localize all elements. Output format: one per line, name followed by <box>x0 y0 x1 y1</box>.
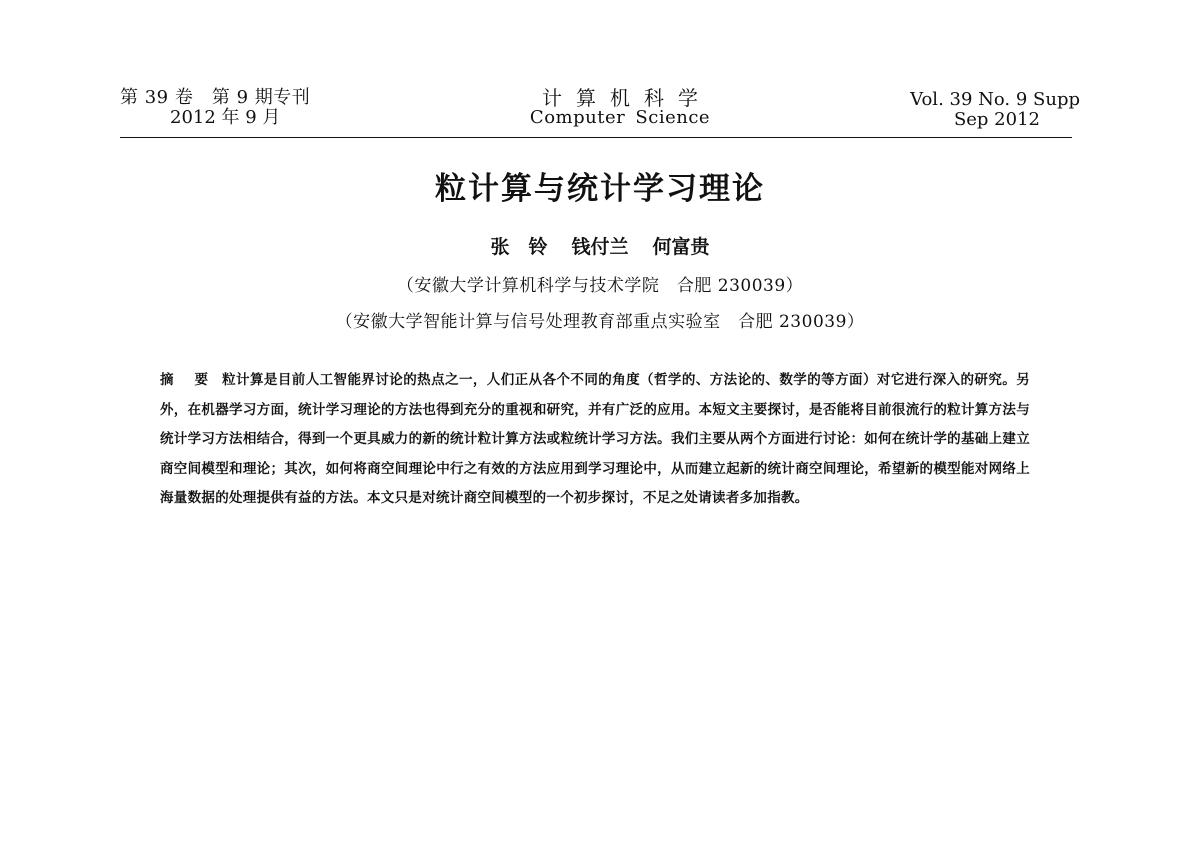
affiliation-2: （安徽大学智能计算与信号处理教育部重点实验室 合肥 230039） <box>335 312 865 332</box>
abstract-text: 粒计算是目前人工智能界讨论的热点之一，人们正从各个不同的角度（哲学的、方法论的、数学的等方面）对它进行深入的研究。另外，在机器学习方面，统计学习理论的方法也得到充分的重视和研究，并有广泛的应用。本短文主要探讨，是否能将目前很流行的粒计算方法与统计学习方法相结合，得到一个更具威力的新的统计粒计算方法或粒统计学习方法。我们主要从两个方面进行讨论：如何在统计学的基础上建立商空间模型和理论；其次，如何将商空间理论中行之有效的方法应用到学习理论中，从而建立起新的统计商空间理论，希望新的模型能对网络上海量数据的处理提供有益的方法。本文只是对统计商空间模型的一个初步探讨，不足之处请读者多加指教。 <box>160 372 1031 507</box>
author-name: 张 铃 <box>490 236 548 258</box>
header-volume-issue-cn: 第 39 卷 第 9 期专刊 <box>120 87 311 108</box>
abstract-label: 摘 要 <box>160 372 217 388</box>
author-name: 钱付兰 <box>571 236 629 258</box>
abstract <box>160 366 1030 514</box>
affiliation-1: （安徽大学计算机科学与技术学院 合肥 230039） <box>396 276 804 296</box>
header-volume-info <box>120 88 380 128</box>
author-name: 何富贵 <box>652 236 710 258</box>
journal-name-en: Computer Science <box>529 107 711 128</box>
header-rule <box>120 137 1072 138</box>
header-volume-info-en <box>880 90 1080 130</box>
author-list <box>300 232 900 259</box>
journal-name-cn: 计算机科学 <box>542 86 712 110</box>
header-journal-name <box>470 88 770 128</box>
header-volume-issue-en: Vol. 39 No. 9 Supp <box>910 89 1080 110</box>
header-date-en: Sep 2012 <box>953 109 1040 130</box>
paper-title: 粒计算与统计学习理论 <box>435 171 765 207</box>
header-date-cn: 2012 年 9 月 <box>170 107 281 128</box>
